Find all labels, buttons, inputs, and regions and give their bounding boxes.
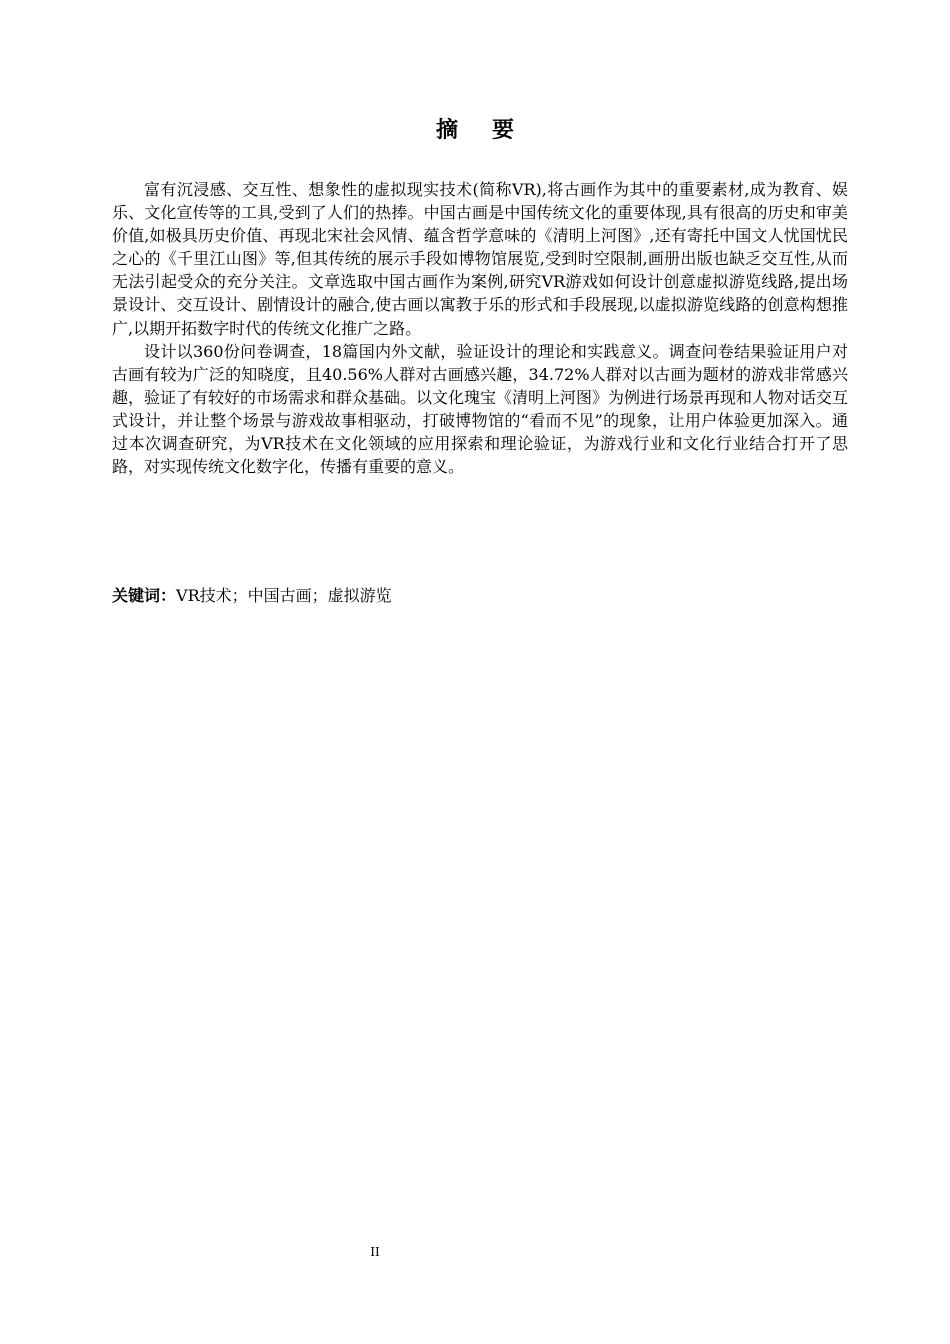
page-number: II <box>370 1245 380 1259</box>
keywords-line <box>112 584 848 608</box>
abstract-body <box>112 178 848 478</box>
abstract-paragraph-2: 设计以360份问卷调查，18篇国内外文献，验证设计的理论和实践意义。调查问卷结果验证用户对古画有较为广泛的知晓度，且40.56%人群对古画感兴趣，34.72%人群对以古画为题材的游戏非常感兴趣，验证了有较好的市场需求和群众基础。以文化瑰宝《清明上河图》为例进行场景再现和人物对话交互式设计，并让整个场景与游戏故事相驱动，打破博物馆的“看而不见”的现象，让用户体验更加深入。通过本次调查研究，为VR技术在文化领域的应用探索和理论验证，为游戏行业和文化行业结合打开了思路，对实现传统文化数字化，传播有重要的意义。 <box>112 341 849 477</box>
keywords-label: 关键词： <box>112 586 177 605</box>
abstract-title: 摘要 <box>435 118 548 143</box>
abstract-paragraph-1: 富有沉浸感、交互性、想象性的虚拟现实技术(简称VR),将古画作为其中的重要素材,成为教育、娱乐、文化宣传等的工具,受到了人们的热捧。中国古画是中国传统文化的重要体现,具有很高的历史和审美价值,如极具历史价值、再现北宋社会风情、蕴含哲学意味的《清明上河图》,还有寄托中国文人忧国忧民之心的《千里江山图》等,但其传统的展示手段如博物馆展览,受到时空限制,画册出版也缺乏交互性,从而无法引起受众的充分关注。文章选取中国古画作为案例,研究VR游戏如何设计创意虚拟游览线路,提出场景设计、交互设计、剧情设计的融合,使古画以寓教于乐的形式和手段展现,以虚拟游览线路的创意构想推广,以期开拓数字时代的传统文化推广之路。 <box>112 180 848 338</box>
keywords-value: VR技术；中国古画；虚拟游览 <box>176 586 392 605</box>
